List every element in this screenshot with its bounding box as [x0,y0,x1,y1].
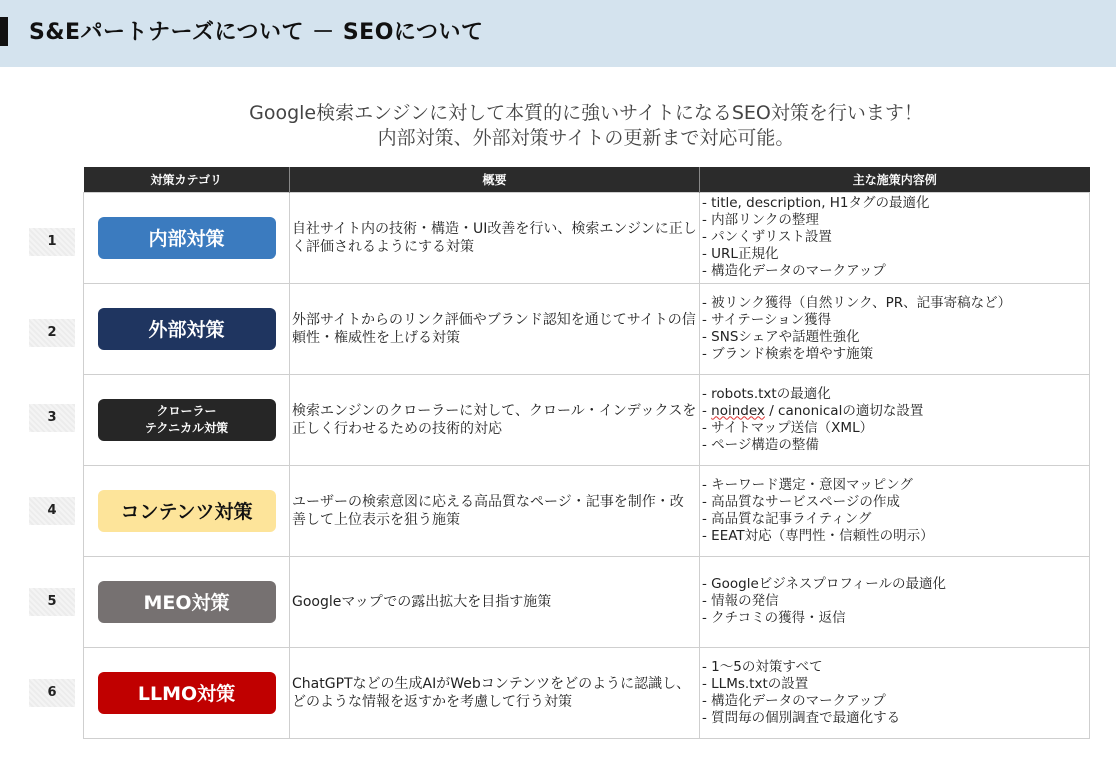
example-text: / canonicalの適切な設置 [764,402,924,419]
header-summary: 概要 [290,167,700,192]
header-bar [0,0,1116,67]
example-item: - URL正規化 [702,246,779,262]
example-item: - robots.txtの最適化 [702,385,831,402]
table-header-row [84,167,1090,192]
examples-cell [700,192,1090,283]
row-number: 5 [29,588,75,616]
example-item: - title, description, H1タグの最適化 [702,195,930,211]
example-item: - 被リンク獲得（自然リンク、PR、記事寄稿など） [702,294,1012,311]
category-label-internal: 内部対策 [98,217,276,259]
seo-measures-table [83,167,1090,739]
category-label-line: クローラー [156,403,217,418]
example-item: - 内部リンクの整理 [702,212,819,228]
example-item [702,403,1087,420]
examples-cell [700,374,1090,465]
spellcheck-word: noindex [711,402,765,419]
table-row [84,556,1090,647]
row-number: 1 [29,228,75,256]
example-item: - Googleビジネスプロフィールの最適化 [702,576,947,592]
row-number: 6 [29,679,75,707]
example-item: - 質問毎の個別調査で最適化する [702,709,901,726]
summary-cell: ChatGPTなどの生成AIがWebコンテンツをどのように認識し、どのような情報を返すかを考慮して行う対策 [290,647,700,738]
category-cell [84,192,290,283]
example-dash: - [702,402,712,419]
summary-cell: 外部サイトからのリンク評価やブランド認知を通じてサイトの信頼性・権威性を上げる対策 [290,283,700,374]
summary-cell: 検索エンジンのクローラーに対して、クロール・インデックスを正しく行わせるための技術的対応 [290,374,700,465]
summary-cell: Googleマップでの露出拡大を目指す施策 [290,556,700,647]
example-item: - ページ構造の整備 [702,436,819,453]
category-label-llmo: LLMO対策 [98,672,276,714]
table-row [84,465,1090,556]
example-item: - EEAT対応（専門性・信頼性の明示） [702,527,934,544]
example-item: - ブランド検索を増やす施策 [702,345,874,362]
table-row [84,192,1090,283]
row-number: 3 [29,404,75,432]
example-item: - サイテーション獲得 [702,311,832,328]
category-cell [84,556,290,647]
table-row [84,283,1090,374]
example-item: - 情報の発信 [702,593,779,609]
summary-cell: ユーザーの検索意図に応える高品質なページ・記事を制作・改善して上位表示を狙う施策 [290,465,700,556]
category-label-meo: MEO対策 [98,581,276,623]
example-item: - 高品質な記事ライティング [702,510,872,527]
example-item: - キーワード選定・意図マッピング [702,476,913,493]
example-item: - サイトマップ送信（XML） [702,419,874,436]
example-item: - 構造化データのマークアップ [702,692,886,709]
category-cell [84,283,290,374]
examples-cell [700,647,1090,738]
example-item: - SNSシェアや話題性強化 [702,328,860,345]
lead-line-2: 内部対策、外部対策サイトの更新まで対応可能。 [377,127,795,149]
table-row [84,374,1090,465]
example-item: - 構造化データのマークアップ [702,263,886,279]
example-item: - LLMs.txtの設置 [702,675,809,692]
category-cell [84,374,290,465]
summary-cell: 自社サイト内の技術・構造・UI改善を行い、検索エンジンに正しく評価されるようにする対策 [290,192,700,283]
example-item: - 高品質なサービスページの作成 [702,493,900,510]
table-row [84,647,1090,738]
lead-text [0,101,1116,151]
examples-cell [700,283,1090,374]
example-item: - パンくずリスト設置 [702,229,832,245]
category-label-line: テクニカル対策 [144,420,229,435]
example-item: - 1～5の対策すべて [702,658,823,675]
category-cell [84,465,290,556]
examples-cell [700,556,1090,647]
row-number: 2 [29,319,75,347]
category-label-external: 外部対策 [98,308,276,350]
category-label-content: コンテンツ対策 [98,490,276,532]
lead-line-1: Google検索エンジンに対して本質的に強いサイトになるSEO対策を行います！ [249,102,923,124]
header-accent [0,17,8,46]
examples-cell [700,465,1090,556]
page-title: S&Eパートナーズについて － SEOについて [29,20,484,45]
example-item: - クチコミの獲得・返信 [702,610,846,626]
category-cell [84,647,290,738]
row-number: 4 [29,497,75,525]
header-category: 対策カテゴリ [84,167,290,192]
header-examples: 主な施策内容例 [700,167,1090,192]
category-label-crawler [98,399,276,441]
